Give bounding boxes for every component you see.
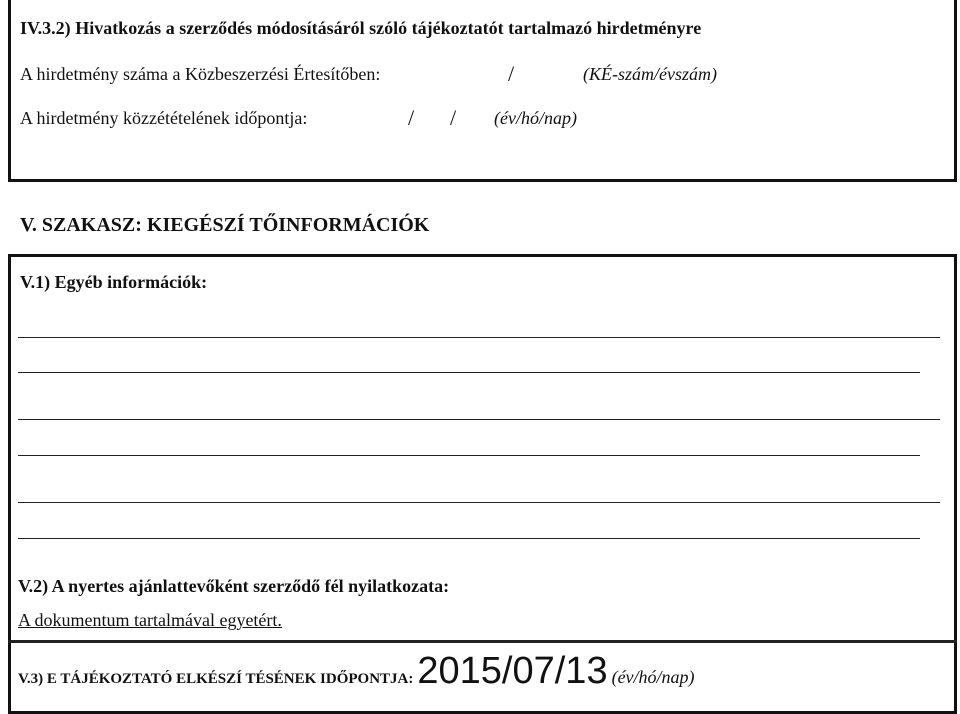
- answer-line: [18, 337, 940, 338]
- publication-date-label: A hirdetmény közzétételének időpontja:: [20, 108, 308, 128]
- answer-line: [18, 455, 920, 456]
- notice-reference-heading: [20, 18, 701, 39]
- winner-statement-label: V.2) A nyertes ajánlattevőként szerződő fél nyilatkozata:: [18, 576, 450, 596]
- completion-date-row: [18, 650, 695, 693]
- notice-number-format: (KÉ-szám/évszám): [583, 64, 717, 84]
- heading-text: Hivatkozás a szerződés módosításáról szóló tájékoztatót tartalmazó hirdetményre: [75, 18, 702, 38]
- publication-date-separator-1: /: [408, 105, 415, 130]
- completion-date-format: (év/hó/nap): [611, 667, 695, 687]
- notice-number-label: A hirdetmény száma a Közbeszerzési Értesítőben:: [20, 64, 381, 84]
- answer-line: [18, 538, 920, 539]
- divider-line: [8, 640, 957, 643]
- notice-number-separator: /: [508, 61, 515, 86]
- answer-line: [18, 502, 940, 503]
- other-info-label: V.1) Egyéb információk:: [20, 272, 208, 292]
- publication-date-format: (év/hó/nap): [494, 108, 577, 128]
- heading-number: IV.3.2): [20, 18, 71, 38]
- publication-date-separator-2: /: [450, 105, 457, 130]
- winner-statement-text: A dokumentum tartalmával egyetért.: [18, 610, 282, 630]
- answer-line: [18, 372, 920, 373]
- completion-date-label: V.3) E TÁJÉKOZTATÓ ELKÉSZÍ TÉSÉNEK IDŐPONTJA:: [18, 671, 414, 687]
- answer-line: [18, 419, 940, 420]
- section-v-title: V. SZAKASZ: KIEGÉSZÍ TŐINFORMÁCIÓK: [20, 214, 430, 236]
- completion-date-value: 2015/07/13: [417, 650, 608, 692]
- section-v-box: [8, 254, 957, 714]
